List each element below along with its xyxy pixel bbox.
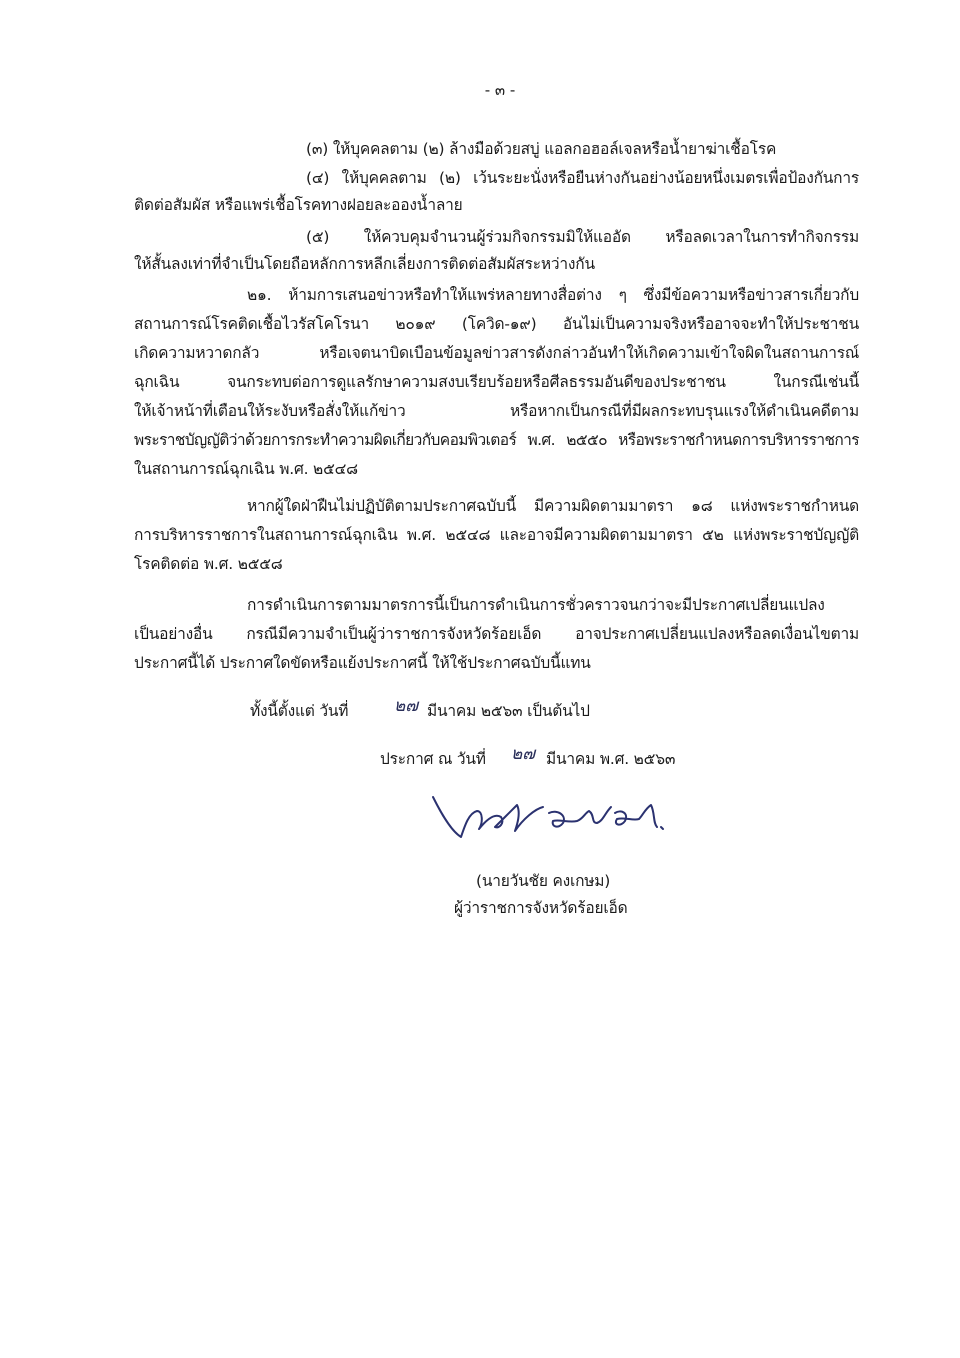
announced-date-day: ๒๗ — [511, 744, 535, 764]
effective-date-day: ๒๗ — [394, 696, 418, 716]
clause-4-line-1: (๔) ให้บุคคลตาม (๒) เว้นระยะนั่งหรือยืนห่างกันอย่างน้อยหนึ่งเมตรเพื่อป้องกันการ — [306, 169, 859, 187]
clause-21-line-3: เกิดความหวาดกลัว หรือเจตนาบิดเบือนข้อมูลข่าวสารดังกล่าวอันทำให้เกิดความเข้าใจผิดในสถานการณ์ — [134, 344, 859, 362]
penalty-line-1: หากผู้ใดฝ่าฝืนไม่ปฏิบัติตามประกาศฉบับนี้ มีความผิดตามมาตรา ๑๘ แห่งพระราชกำหนด — [247, 497, 859, 515]
signatory-position: ผู้ว่าราชการจังหวัดร้อยเอ็ด — [454, 899, 628, 917]
penalty-line-2: การบริหารราชการในสถานการณ์ฉุกเฉิน พ.ศ. ๒๕๔๘ และอาจมีความผิดตามมาตรา ๕๒ แห่งพระราชบัญญัติ — [134, 526, 859, 544]
clause-21-line-6: พระราชบัญญัติว่าด้วยการกระทำความผิดเกี่ยวกับคอมพิวเตอร์ พ.ศ. ๒๕๕๐ หรือพระราชกำหนดการบริหารราชการ — [134, 431, 859, 449]
clause-21-line-7: ในสถานการณ์ฉุกเฉิน พ.ศ. ๒๕๔๘ — [134, 460, 358, 478]
clause-5-line-2: ให้สั้นลงเท่าที่จำเป็นโดยถือหลักการหลีกเลี่ยงการติดต่อสัมผัสระหว่างกัน — [134, 255, 595, 273]
clause-4-line-2: ติดต่อสัมผัส หรือแพร่เชื้อโรคทางฝอยละอองน้ำลาย — [134, 196, 463, 214]
announced-date-suffix: มีนาคม พ.ศ. ๒๕๖๓ — [546, 750, 676, 768]
page-number: - ๓ - — [484, 81, 516, 99]
clause-5-line-1: (๕) ให้ควบคุมจำนวนผู้ร่วมกิจกรรมมิให้แออัด หรือลดเวลาในการทำกิจกรรม — [306, 228, 859, 246]
clause-21-line-2: สถานการณ์โรคติดเชื้อไวรัสโคโรนา ๒๐๑๙ (โควิด-๑๙) อันไม่เป็นความจริงหรืออาจจะทำให้ประชาชน — [134, 315, 859, 333]
clause-3: (๓) ให้บุคคลตาม (๒) ล้างมือด้วยสบู่ แอลกอฮอล์เจลหรือน้ำยาฆ่าเชื้อโรค — [306, 140, 777, 158]
clause-21-line-4: ฉุกเฉิน จนกระทบต่อการดูแลรักษาความสงบเรียบร้อยหรือศีลธรรมอันดีของประชาชน ในกรณีเช่นนี้ — [134, 373, 859, 391]
effective-date-prefix: ทั้งนี้ตั้งแต่ วันที่ — [250, 702, 349, 720]
temporary-line-1: การดำเนินการตามมาตรการนี้เป็นการดำเนินการชั่วคราวจนกว่าจะมีประกาศเปลี่ยนแปลง — [247, 596, 825, 614]
handwritten-signature — [425, 783, 685, 853]
announced-date-prefix: ประกาศ ณ วันที่ — [380, 750, 486, 768]
clause-21-line-5: ให้เจ้าหน้าที่เตือนให้ระงับหรือสั่งให้แก้ข่าว หรือหากเป็นกรณีที่มีผลกระทบรุนแรงให้ดำเนินคดีตาม — [134, 402, 859, 420]
temporary-line-3: ประกาศนี้ได้ ประกาศใดขัดหรือแย้งประกาศนี้ ให้ใช้ประกาศฉบับนี้แทน — [134, 654, 591, 672]
penalty-line-3: โรคติดต่อ พ.ศ. ๒๕๕๘ — [134, 555, 283, 573]
temporary-line-2: เป็นอย่างอื่น กรณีมีความจำเป็นผู้ว่าราชการจังหวัดร้อยเอ็ด อาจประกาศเปลี่ยนแปลงหรือลดเงื่อนไขตาม — [134, 625, 859, 643]
signatory-name: (นายวันชัย คงเกษม) — [476, 872, 611, 890]
clause-21-line-1: ๒๑. ห้ามการเสนอข่าวหรือทำให้แพร่หลายทางสื่อต่าง ๆ ซึ่งมีข้อความหรือข่าวสารเกี่ยวกับ — [247, 286, 859, 304]
effective-date-suffix: มีนาคม ๒๕๖๓ เป็นต้นไป — [427, 702, 590, 720]
